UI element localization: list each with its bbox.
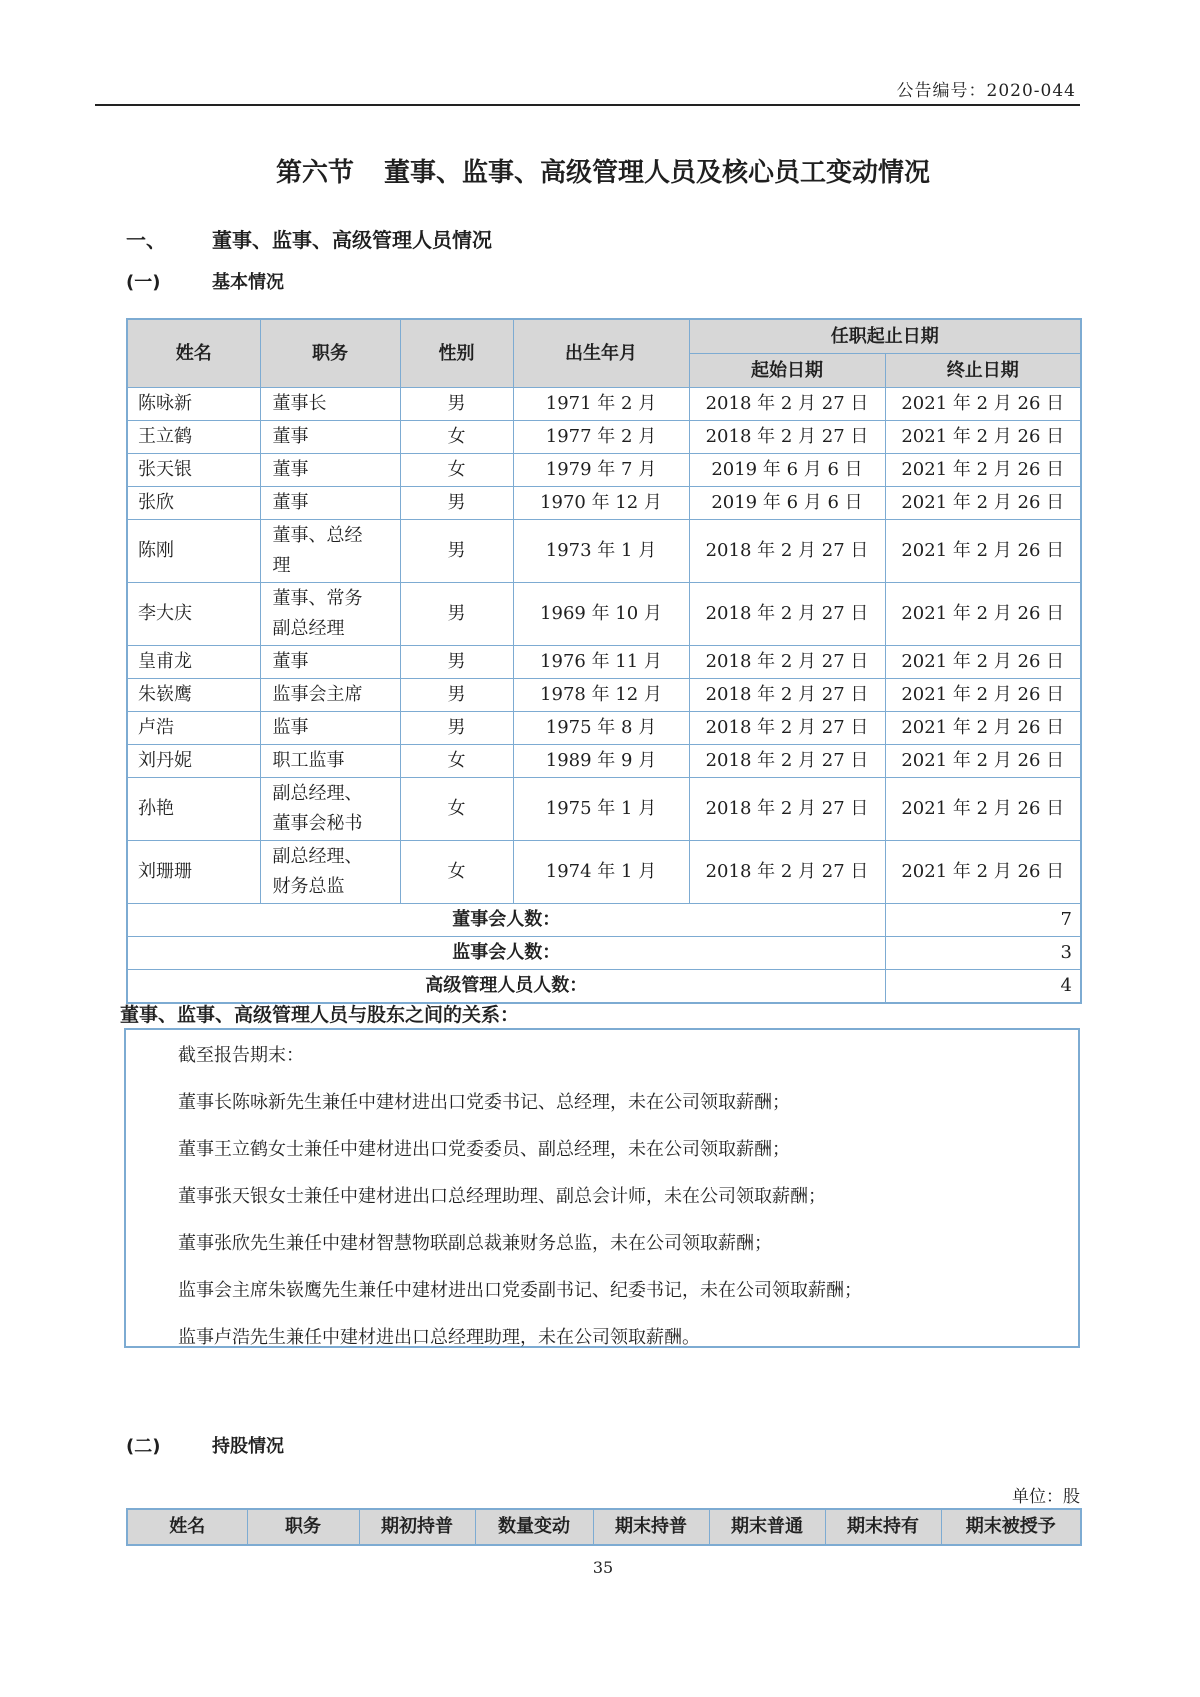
subsection2-label: 持股情况 [212,1436,284,1457]
relations-paragraph: 截至报告期末： [178,1045,304,1066]
cell-name: 刘珊珊 [127,841,260,904]
cell-position: 董事、常务副总经理 [260,583,400,646]
management-table-summary [127,904,1081,1004]
unit-note: 单位：股 [1012,1487,1080,1507]
doc-number: 公告编号：2020-044 [896,81,1076,101]
cell-end-date: 2021 年 2 月 26 日 [885,679,1081,712]
table-row [127,487,1081,520]
subsection-label: 基本情况 [212,272,284,293]
cell-position: 监事 [260,712,400,745]
cell-end-date: 2021 年 2 月 26 日 [885,778,1081,841]
cell-end-date: 2021 年 2 月 26 日 [885,388,1081,421]
cell-end-date: 2021 年 2 月 26 日 [885,712,1081,745]
summary-value: 4 [885,970,1081,1004]
col-header-birth: 出生年月 [513,319,689,388]
shareholding-col-header: 期末被授予 [941,1509,1081,1545]
summary-value: 3 [885,937,1081,970]
cell-birth: 1976 年 11 月 [513,646,689,679]
table-row [127,454,1081,487]
cell-end-date: 2021 年 2 月 26 日 [885,454,1081,487]
table-row [127,841,1081,904]
shareholding-col-header: 数量变动 [475,1509,593,1545]
management-table-body [127,388,1081,904]
relations-heading: 董事、监事、高级管理人员与股东之间的关系： [120,1004,520,1026]
cell-gender: 男 [400,712,513,745]
cell-name: 王立鹤 [127,421,260,454]
cell-end-date: 2021 年 2 月 26 日 [885,646,1081,679]
table-row [127,646,1081,679]
cell-position: 董事 [260,454,400,487]
relations-paragraph: 监事卢浩先生兼任中建材进出口总经理助理，未在公司领取薪酬。 [178,1327,700,1348]
shareholding-col-header: 期末持有 [825,1509,941,1545]
table-row [127,583,1081,646]
cell-birth: 1973 年 1 月 [513,520,689,583]
cell-start-date: 2018 年 2 月 27 日 [689,679,885,712]
cell-position: 董事长 [260,388,400,421]
cell-name: 李大庆 [127,583,260,646]
cell-gender: 男 [400,583,513,646]
cell-gender: 男 [400,388,513,421]
cell-gender: 女 [400,421,513,454]
cell-end-date: 2021 年 2 月 26 日 [885,487,1081,520]
section-heading-management [126,224,492,253]
cell-position: 董事 [260,646,400,679]
col-header-start-date: 起始日期 [689,354,885,388]
relations-paragraph: 监事会主席朱嵚鹰先生兼任中建材进出口党委副书记、纪委书记，未在公司领取薪酬； [178,1280,862,1301]
shareholding-header-row [127,1509,1081,1545]
summary-label: 监事会人数： [127,937,885,970]
cell-name: 陈咏新 [127,388,260,421]
shareholding-col-header: 期初持普 [359,1509,475,1545]
col-header-gender: 性别 [400,319,513,388]
cell-gender: 男 [400,487,513,520]
table-row [127,520,1081,583]
table-row [127,388,1081,421]
header-row-1 [127,319,1081,354]
cell-end-date: 2021 年 2 月 26 日 [885,841,1081,904]
cell-birth: 1969 年 10 月 [513,583,689,646]
summary-row [127,970,1081,1004]
cell-gender: 女 [400,841,513,904]
cell-end-date: 2021 年 2 月 26 日 [885,421,1081,454]
cell-start-date: 2019 年 6 月 6 日 [689,487,885,520]
relations-paragraph: 董事张欣先生兼任中建材智慧物联副总裁兼财务总监，未在公司领取薪酬； [178,1233,772,1254]
cell-birth: 1974 年 1 月 [513,841,689,904]
cell-name: 朱嵚鹰 [127,679,260,712]
cell-name: 皇甫龙 [127,646,260,679]
page-title [126,152,1080,189]
cell-gender: 女 [400,745,513,778]
cell-end-date: 2021 年 2 月 26 日 [885,520,1081,583]
cell-birth: 1978 年 12 月 [513,679,689,712]
shareholding-col-header: 职务 [247,1509,359,1545]
cell-gender: 女 [400,454,513,487]
cell-gender: 男 [400,679,513,712]
col-header-end-date: 终止日期 [885,354,1081,388]
shareholding-col-header: 期末普通 [709,1509,825,1545]
col-header-position: 职务 [260,319,400,388]
relations-paragraph: 董事王立鹤女士兼任中建材进出口党委委员、副总经理，未在公司领取薪酬； [178,1139,790,1160]
relations-paragraph: 董事长陈咏新先生兼任中建材进出口党委书记、总经理，未在公司领取薪酬； [178,1092,790,1113]
cell-start-date: 2018 年 2 月 27 日 [689,841,885,904]
summary-row [127,904,1081,937]
relations-box [124,1028,1080,1348]
cell-start-date: 2018 年 2 月 27 日 [689,421,885,454]
summary-value: 7 [885,904,1081,937]
cell-gender: 女 [400,778,513,841]
relations-paragraph: 董事张天银女士兼任中建材进出口总经理助理、副总会计师，未在公司领取薪酬； [178,1186,826,1207]
cell-birth: 1970 年 12 月 [513,487,689,520]
management-table [126,318,1082,1004]
col-header-name: 姓名 [127,319,260,388]
subsection-heading-shareholding [126,1432,284,1458]
table-row [127,679,1081,712]
cell-start-date: 2018 年 2 月 27 日 [689,388,885,421]
cell-birth: 1989 年 9 月 [513,745,689,778]
cell-name: 孙艳 [127,778,260,841]
page-number: 35 [592,1558,614,1577]
cell-birth: 1977 年 2 月 [513,421,689,454]
cell-birth: 1971 年 2 月 [513,388,689,421]
cell-position: 董事 [260,487,400,520]
cell-start-date: 2018 年 2 月 27 日 [689,712,885,745]
section-label: 董事、监事、高级管理人员情况 [212,228,492,252]
shareholding-col-header: 期末持普 [593,1509,709,1545]
page-title-section: 第六节 [275,158,354,188]
section-number: 一、 [126,228,166,252]
cell-name: 张欣 [127,487,260,520]
shareholding-table [126,1508,1082,1546]
cell-birth: 1975 年 1 月 [513,778,689,841]
cell-position: 董事 [260,421,400,454]
cell-name: 张天银 [127,454,260,487]
cell-start-date: 2018 年 2 月 27 日 [689,646,885,679]
shareholding-col-header: 姓名 [127,1509,247,1545]
table-row [127,745,1081,778]
cell-birth: 1979 年 7 月 [513,454,689,487]
cell-position: 董事、总经理 [260,520,400,583]
cell-position: 副总经理、董事会秘书 [260,778,400,841]
cell-gender: 男 [400,520,513,583]
cell-name: 卢浩 [127,712,260,745]
cell-name: 刘丹妮 [127,745,260,778]
subsection2-number: (二) [126,1436,161,1457]
cell-gender: 男 [400,646,513,679]
col-header-term: 任职起止日期 [689,319,1081,354]
table-row [127,712,1081,745]
cell-position: 职工监事 [260,745,400,778]
header-rule [95,104,1080,106]
cell-name: 陈刚 [127,520,260,583]
cell-position: 副总经理、财务总监 [260,841,400,904]
table-row [127,421,1081,454]
summary-row [127,937,1081,970]
cell-start-date: 2018 年 2 月 27 日 [689,520,885,583]
summary-label: 高级管理人员人数： [127,970,885,1004]
subsection-heading-basic-info [126,268,284,294]
table-row [127,778,1081,841]
cell-position: 监事会主席 [260,679,400,712]
cell-end-date: 2021 年 2 月 26 日 [885,583,1081,646]
cell-start-date: 2018 年 2 月 27 日 [689,745,885,778]
management-table-header [127,319,1081,388]
cell-start-date: 2018 年 2 月 27 日 [689,778,885,841]
cell-end-date: 2021 年 2 月 26 日 [885,745,1081,778]
summary-label: 董事会人数： [127,904,885,937]
subsection-number: (一) [126,272,161,293]
cell-birth: 1975 年 8 月 [513,712,689,745]
cell-start-date: 2018 年 2 月 27 日 [689,583,885,646]
page-title-text: 董事、监事、高级管理人员及核心员工变动情况 [384,158,931,188]
cell-start-date: 2019 年 6 月 6 日 [689,454,885,487]
